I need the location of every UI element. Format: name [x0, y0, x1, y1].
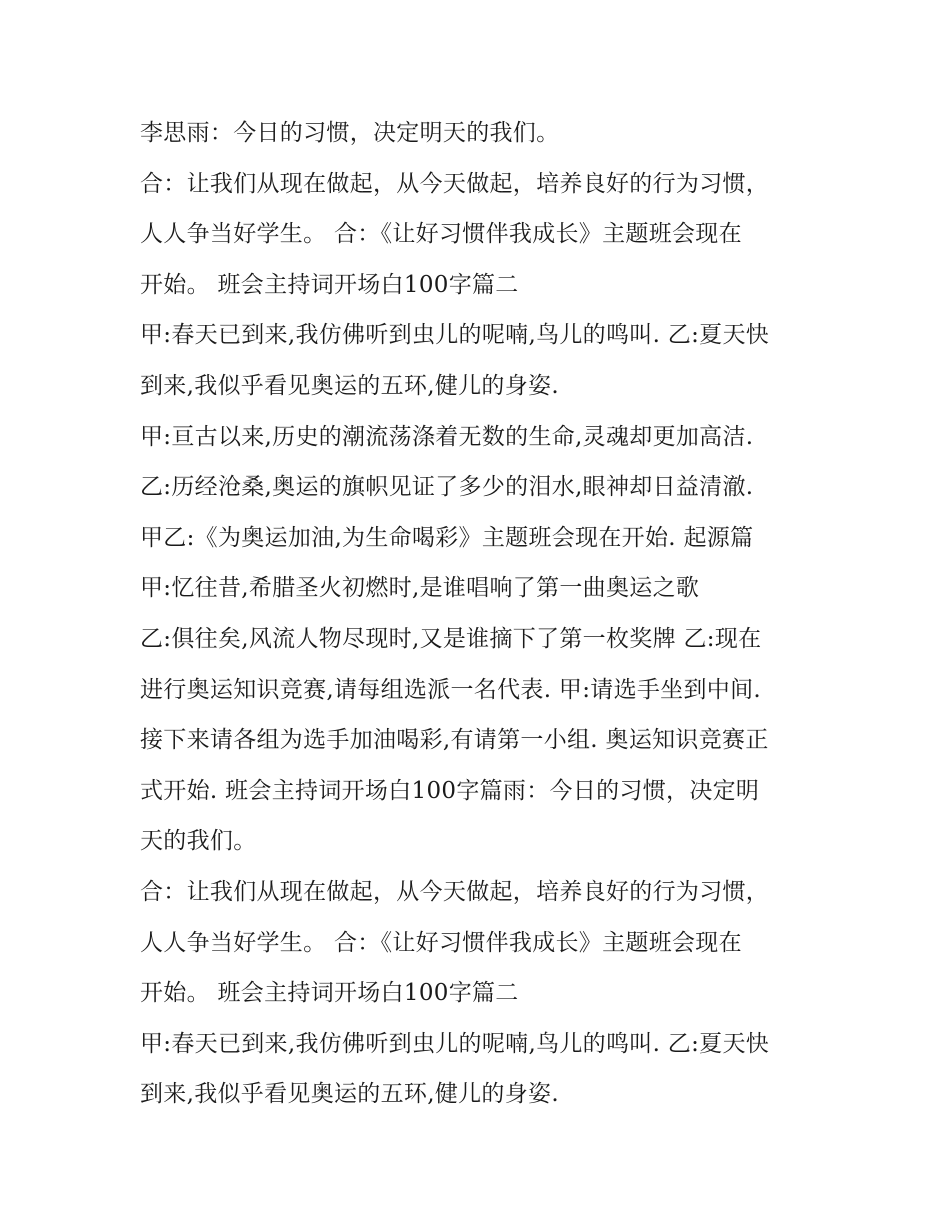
text-line: 甲:亘古以来,历史的潮流荡涤着无数的生命,灵魂却更加高洁. [140, 423, 754, 450]
text-line: 人人争当好学生。 合：《让好习惯伴我成长》主题班会现在 [140, 929, 742, 956]
text-line: 乙:历经沧桑,奥运的旗帜见证了多少的泪水,眼神却日益清澈. [140, 474, 754, 501]
text-line: 天的我们。 [140, 828, 257, 855]
text-line: 接下来请各组为选手加油喝彩,有请第一小组. 奥运知识竞赛正 [140, 727, 769, 754]
text-line: 甲:春天已到来,我仿佛听到虫儿的呢喃,鸟儿的鸣叫. 乙:夏天快 [140, 322, 770, 349]
text-line: 开始。 班会主持词开场白100字篇二 [140, 980, 519, 1007]
text-line: 到来,我似乎看见奥运的五环,健儿的身姿. [140, 372, 559, 399]
document-body [140, 108, 820, 1120]
text-line: 开始。 班会主持词开场白100字篇二 [140, 271, 519, 298]
text-line: 人人争当好学生。 合：《让好习惯伴我成长》主题班会现在 [140, 221, 742, 248]
text-line: 式开始. 班会主持词开场白100字篇雨：今日的习惯，决定明 [140, 777, 760, 804]
text-line: 进行奥运知识竞赛,请每组选派一名代表. 甲:请选手坐到中间. [140, 676, 761, 703]
text-line: 乙:俱往矣,风流人物尽现时,又是谁摘下了第一枚奖牌 乙:现在 [140, 625, 762, 652]
text-line: 到来,我似乎看见奥运的五环,健儿的身姿. [140, 1081, 559, 1108]
text-line: 合：让我们从现在做起，从今天做起，培养良好的行为习惯， [140, 878, 770, 905]
text-line: 甲:春天已到来,我仿佛听到虫儿的呢喃,鸟儿的鸣叫. 乙:夏天快 [140, 1030, 770, 1057]
text-line: 甲:忆往昔,希腊圣火初燃时,是谁唱响了第一曲奥运之歌 [140, 575, 700, 602]
text-line: 甲乙:《为奥运加油,为生命喝彩》主题班会现在开始. 起源篇 [140, 524, 754, 551]
text-line: 合：让我们从现在做起，从今天做起，培养良好的行为习惯， [140, 170, 770, 197]
text-line: 李思雨：今日的习惯，决定明天的我们。 [140, 120, 560, 146]
